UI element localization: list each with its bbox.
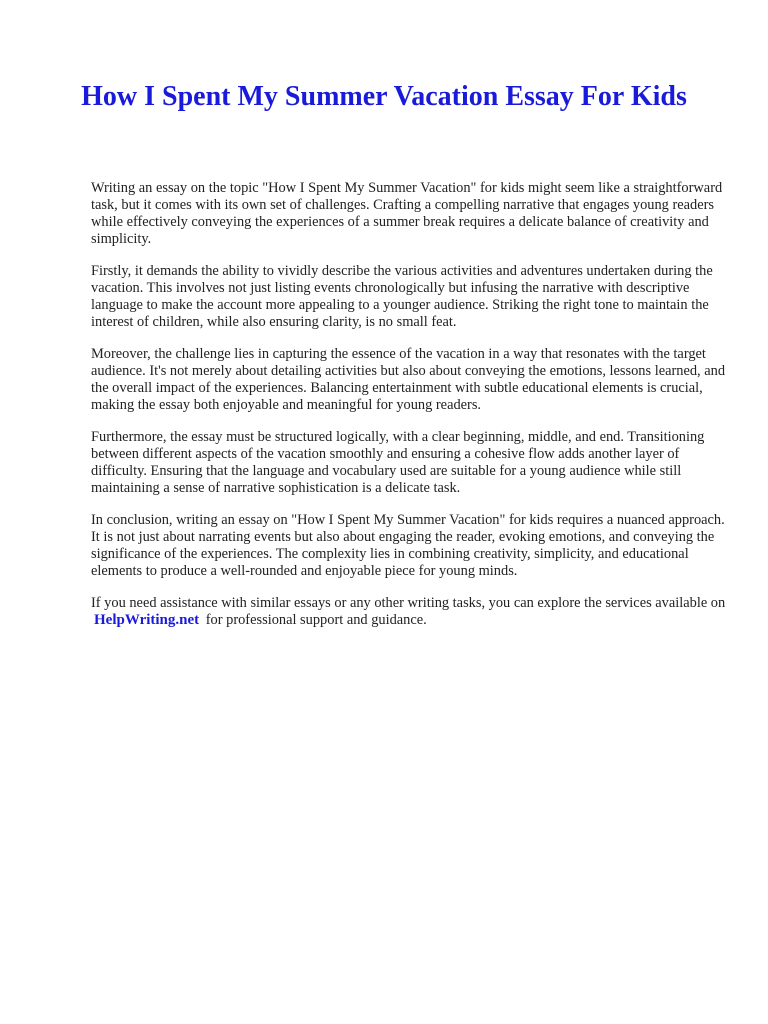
paragraph-firstly: Firstly, it demands the ability to vividly describe the various activities and adventures undertaken during the vacation. This involves not just listing events chronologically but infusing the narrative with descriptive language to make the account more appealing to a younger audience. Striking the right tone to maintain the interest of children, while also ensuring clarity, is no small feat. xyxy=(91,263,713,330)
closing-text-after-link: for professional support and guidance. xyxy=(205,612,427,628)
paragraph-closing xyxy=(91,595,731,629)
closing-text-before-link: If you need assistance with similar essays or any other writing tasks, you can explore the services available on xyxy=(91,595,726,611)
paragraph-intro: Writing an essay on the topic "How I Spent My Summer Vacation" for kids might seem like a straightforward task, but it comes with its own set of challenges. Crafting a compelling narrative that engages young readers while effectively conveying the experiences of a summer break requires a delicate balance of creativity and simplicity. xyxy=(91,180,723,247)
helpwriting-link[interactable]: HelpWriting.net xyxy=(94,612,200,628)
paragraph-furthermore: Furthermore, the essay must be structured logically, with a clear beginning, middle, and end. Transitioning between different aspects of the vacation smoothly and ensuring a cohesive flow adds another layer of difficulty. Ensuring that the language and vocabulary used are suitable for a young audience while still maintaining a sense of narrative sophistication is a delicate task. xyxy=(91,429,705,496)
essay-body xyxy=(91,180,731,644)
page-title: How I Spent My Summer Vacation Essay For Kids xyxy=(81,81,687,112)
paragraph-conclusion: In conclusion, writing an essay on "How I Spent My Summer Vacation" for kids requires a nuanced approach. It is not just about narrating events but also about engaging the reader, evoking emotions, and conveying the significance of the experiences. The complexity lies in combining creativity, simplicity, and educational elements to produce a well-rounded and enjoyable piece for young minds. xyxy=(91,512,725,579)
paragraph-moreover: Moreover, the challenge lies in capturing the essence of the vacation in a way that resonates with the target audience. It's not merely about detailing activities but also about conveying the emotions, lessons learned, and the overall impact of the experiences. Balancing entertainment with subtle educational elements is crucial, making the essay both enjoyable and meaningful for young readers. xyxy=(91,346,726,413)
